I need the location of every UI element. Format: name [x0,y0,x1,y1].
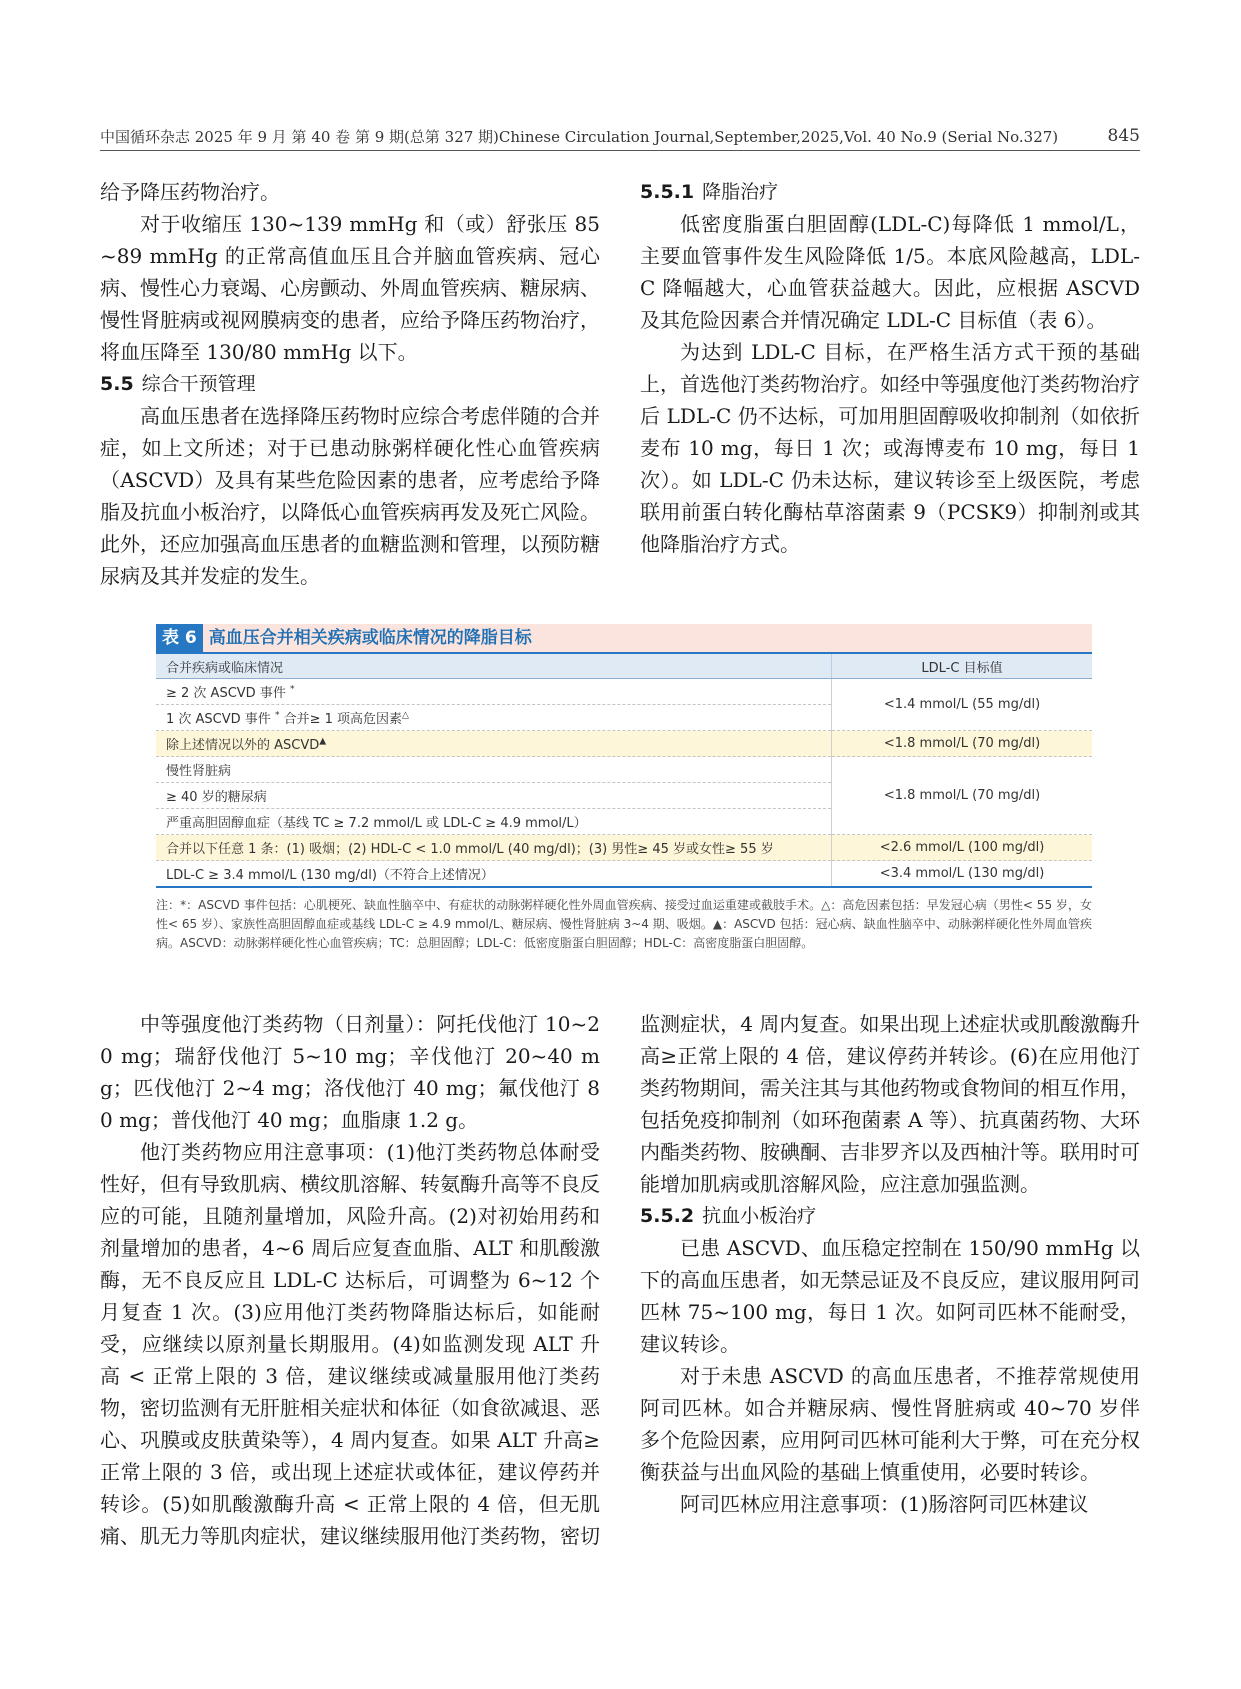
table-cell: 除上述情况以外的 ASCVD▲ [156,731,832,757]
table-number: 表 6 [156,624,203,652]
table-row [156,757,1092,783]
paragraph: 中等强度他汀类药物（日剂量）：阿托伐他汀 10~20 mg；瑞舒伐他汀 5~10 mg；辛伐他汀 20~40 mg；匹伐他汀 2~4 mg；洛伐他汀 40 mg；氟伐他汀 80 mg；普伐他汀 40 mg；血脂康 1.2 g。 [100,1012,600,1132]
paragraph: 对于收缩压 130~139 mmHg 和（或）舒张压 85~89 mmHg 的正常高值血压且合并脑血管疾病、冠心病、慢性心力衰竭、心房颤动、外周血管疾病、糖尿病、慢性肾脏病或视网膜病变的患者，应给予降压药物治疗，将血压降至 130/80 mmHg 以下。 [100,212,600,364]
table-row [156,679,1092,705]
table-header-row [156,653,1092,679]
section-title: 降脂治疗 [702,181,779,203]
table-row [156,731,1092,757]
table-cell: ≥ 40 岁的糖尿病 [156,783,832,809]
table-cell: <1.4 mmol/L (55 mg/dl) [832,679,1093,731]
journal-info: 中国循环杂志 2025 年 9 月 第 40 卷 第 9 期(总第 327 期)Chinese Circulation Journal,September,2025,Vol. 40 No.9 (Serial No.327) [100,128,1059,146]
table-cell: ≥ 2 次 ASCVD 事件 * [156,679,832,705]
column-top-right [640,176,1140,560]
table-footnote: 注：*：ASCVD 事件包括：心肌梗死、缺血性脑卒中、有症状的动脉粥样硬化性外周血管疾病、接受过血运重建或截肢手术。△：高危因素包括：早发冠心病（男性< 55 岁，女性< 65 岁）、家族性高胆固醇血症或基线 LDL-C ≥ 4.9 mmol/L、糖尿病、慢性肾脏病 3~4 期、吸烟。▲：ASCVD 包括：冠心病、缺血性脑卒中、动脉粥样硬化性外周血管疾病。ASCVD：动脉粥样硬化性心血管疾病；TC：总胆固醇；LDL-C：低密度脂蛋白胆固醇；HDL-C：高密度脂蛋白胆固醇。 [156,898,1092,950]
table-title: 高血压合并相关疾病或临床情况的降脂目标 [208,628,532,648]
table-caption [156,624,1092,652]
table-cell: <2.6 mmol/L (100 mg/dl) [832,835,1093,861]
table-cell: <3.4 mmol/L (130 mg/dl) [832,861,1093,888]
paragraph: 阿司匹林应用注意事项：(1)肠溶阿司匹林建议 [680,1492,1089,1516]
section-heading [100,368,600,400]
table-row [156,861,1092,888]
table-cell: 1 次 ASCVD 事件 * 合并≥ 1 项高危因素△ [156,705,832,731]
table-cell: 严重高胆固醇血症（基线 TC ≥ 7.2 mmol/L 或 LDL-C ≥ 4.9 mmol/L） [156,809,832,835]
table-cell: <1.8 mmol/L (70 mg/dl) [832,731,1093,757]
section-heading [640,1200,1140,1232]
section-title: 综合干预管理 [141,373,256,395]
column-header: 合并疾病或临床情况 [156,653,832,679]
paragraph: 他汀类药物应用注意事项：(1)他汀类药物总体耐受性好，但有导致肌病、横纹肌溶解、转氨酶升高等不良反应的可能，且随剂量增加，风险升高。(2)对初始用药和剂量增加的患者，4~6 周后应复查血脂、ALT 和肌酸激酶，无不良反应且 LDL-C 达标后，可调整为 6~12 个月复查 1 次。(3)应用他汀类药物降脂达标后，如能耐受，应继续以原剂量长期服用。(4)如监测发现 ALT 升高 < 正常上限的 3 倍，建议继续或减量服用他汀类药物，密切监测有无肝脏相关症状和体征（如食欲减退、恶心、巩膜或皮肤黄染等），4 周内复查。如果 ALT 升高≥正常上限的 3 倍，或出现上述症状或体征，建议停药并转诊。(5)如肌酸激酶升高 < 正常上限的 4 倍，但无肌痛、肌无力等肌肉症状，建议继续服用他汀类药物，密切 [100,1140,600,1548]
header-rule [100,150,1140,151]
section-number: 5.5.2 [640,1205,695,1227]
paragraph: 给予降压药物治疗。 [100,180,280,204]
paragraph: 监测症状，4 周内复查。如果出现上述症状或肌酸激酶升高≥正常上限的 4 倍，建议停药并转诊。(6)在应用他汀类药物期间，需关注其与其他药物或食物间的相互作用，包括免疫抑制剂（如环孢菌素 A 等）、抗真菌药物、大环内酯类药物、胺碘酮、吉非罗齐以及西柚汁等。联用时可能增加肌病或肌溶解风险，应注意加强监测。 [640,1012,1140,1196]
table-cell: 慢性肾脏病 [156,757,832,783]
page-number: 845 [1107,126,1140,146]
table-row [156,835,1092,861]
section-heading [640,176,1140,208]
paragraph: 对于未患 ASCVD 的高血压患者，不推荐常规使用阿司匹林。如合并糖尿病、慢性肾脏病或 40~70 岁伴多个危险因素，应用阿司匹林可能利大于弊，可在充分权衡获益与出血风险的基础上慎重使用，必要时转诊。 [640,1364,1140,1484]
running-header [100,126,1140,150]
column-bottom-left [100,1008,600,1552]
column-top-left [100,176,600,592]
table-cell: LDL-C ≥ 3.4 mmol/L (130 mg/dl)（不符合上述情况） [156,861,832,888]
paragraph: 低密度脂蛋白胆固醇(LDL-C)每降低 1 mmol/L，主要血管事件发生风险降低 1/5。本底风险越高，LDL-C 降幅越大，心血管获益越大。因此，应根据 ASCVD 及其危险因素合并情况确定 LDL-C 目标值（表 6）。 [640,212,1140,332]
paragraph: 高血压患者在选择降压药物时应综合考虑伴随的合并症，如上文所述；对于已患动脉粥样硬化性心血管疾病（ASCVD）及具有某些危险因素的患者，应考虑给予降脂及抗血小板治疗，以降低心血管疾病再发及死亡风险。此外，还应加强高血压患者的血糖监测和管理，以预防糖尿病及其并发症的发生。 [100,404,600,588]
section-number: 5.5.1 [640,181,695,203]
paragraph: 已患 ASCVD、血压稳定控制在 150/90 mmHg 以下的高血压患者，如无禁忌证及不良反应，建议服用阿司匹林 75~100 mg，每日 1 次。如阿司匹林不能耐受，建议转诊。 [640,1236,1140,1356]
section-number: 5.5 [100,373,134,395]
column-header: LDL-C 目标值 [832,653,1093,679]
table-6 [156,624,1092,953]
table-cell: 合并以下任意 1 条：(1) 吸烟；(2) HDL-C < 1.0 mmol/L (40 mg/dl)；(3) 男性≥ 45 岁或女性≥ 55 岁 [156,835,832,861]
lipid-target-table [156,652,1092,888]
section-title: 抗血小板治疗 [702,1205,817,1227]
table-cell: <1.8 mmol/L (70 mg/dl) [832,757,1093,835]
paragraph: 为达到 LDL-C 目标，在严格生活方式干预的基础上，首选他汀类药物治疗。如经中等强度他汀类药物治疗后 LDL-C 仍不达标，可加用胆固醇吸收抑制剂（如依折麦布 10 mg，每日 1 次；或海博麦布 10 mg，每日 1 次）。如 LDL-C 仍未达标，建议转诊至上级医院，考虑联用前蛋白转化酶枯草溶菌素 9（PCSK9）抑制剂或其他降脂治疗方式。 [640,340,1140,556]
column-bottom-right [640,1008,1140,1520]
